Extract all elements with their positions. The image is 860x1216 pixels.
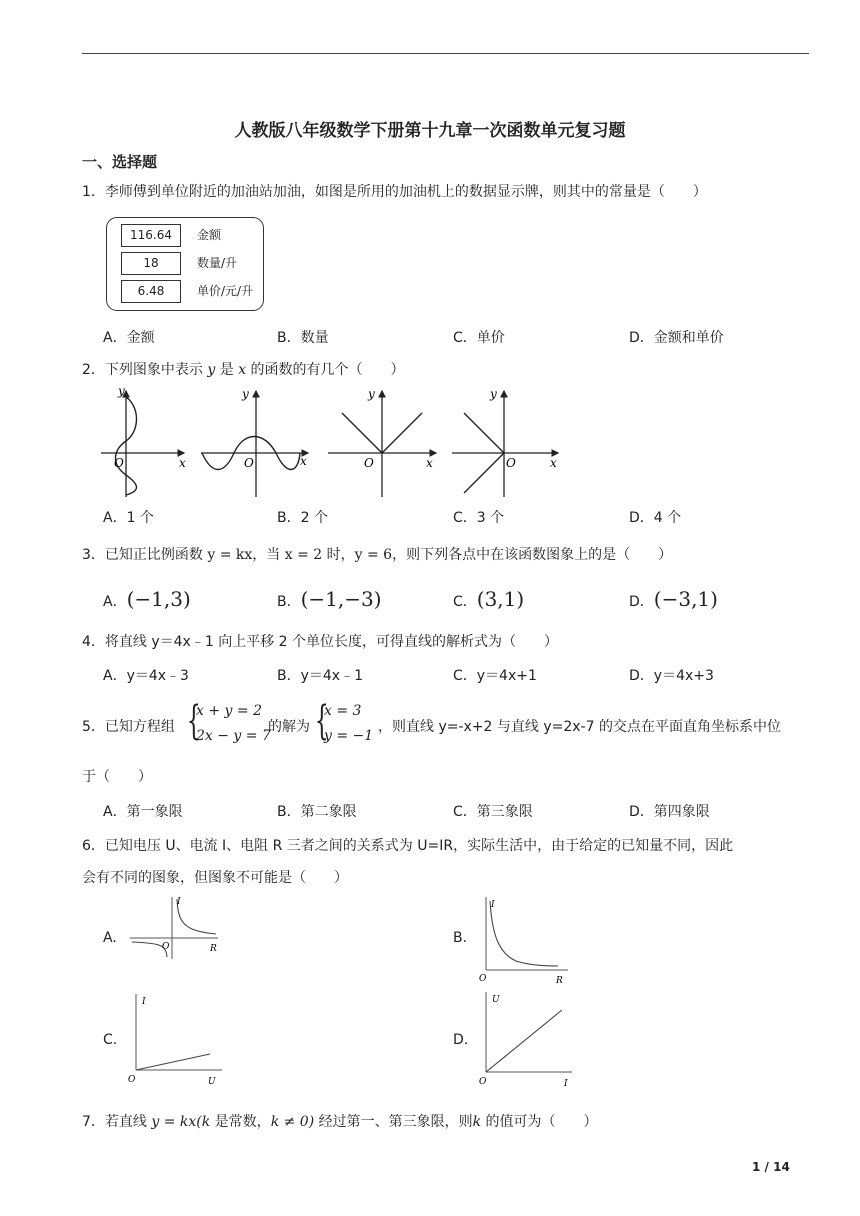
amount-value: 116.64 — [121, 224, 181, 247]
amount-label: 金额 — [197, 228, 222, 242]
q7-expr-2: k ≠ 0) — [270, 1114, 315, 1130]
q7-text-a: 7．若直线 — [82, 1114, 152, 1130]
q3-option-d — [629, 587, 718, 611]
q4-option-c: C．y＝4x+1 — [453, 668, 537, 684]
q6-c-y-label: I — [142, 997, 146, 1007]
q6-d-y-label: U — [492, 995, 500, 1005]
q6-b-origin: O — [479, 974, 487, 984]
q2-option-b: B．2 个 — [277, 510, 328, 526]
q7-expr-1: y = kx(k — [151, 1114, 211, 1130]
q3-option-a-label: A． — [103, 594, 127, 610]
q3-text-c: 时， — [322, 547, 355, 563]
q7-text-b: 是常数， — [210, 1114, 271, 1130]
page-number: 1 / 14 — [752, 1160, 790, 1174]
q2-g4-x-label: x — [550, 456, 557, 470]
q2-g1-origin: O — [114, 456, 124, 470]
q5-suffix: ，则直线 y=-x+2 与直线 y=2x-7 的交点在平面直角坐标系中位 — [378, 719, 781, 735]
q3-option-c-point: (3,1) — [476, 587, 525, 611]
q3-expr-1: y = kx — [207, 547, 253, 563]
q5-system-1-eq2: 2x − y = 7 — [196, 728, 271, 744]
q5-system-2-eq2: y = −1 — [324, 728, 374, 744]
q3-option-c — [453, 587, 524, 611]
q3-option-d-label: D． — [629, 594, 654, 610]
q3-option-d-point: (−3,1) — [653, 587, 718, 611]
q2-graph-2 — [201, 387, 308, 497]
q2-g4-y-label: y — [490, 387, 497, 401]
q5-system-2-eq1: x = 3 — [324, 703, 362, 719]
q2-graphs — [96, 385, 566, 500]
q3-expr-3: y = 6 — [354, 547, 393, 563]
q1-option-d: D．金额和单价 — [629, 330, 724, 346]
header-rule — [82, 53, 809, 54]
q1-option-b: B．数量 — [277, 330, 329, 346]
question-4-text: 4．将直线 y＝4x﹣1 向上平移 2 个单位长度，可得直线的解析式为（ ） — [82, 634, 558, 650]
q6-graph-a — [124, 893, 224, 961]
q4-option-d: D．y＝4x+3 — [629, 668, 714, 684]
question-6-line-1: 6．已知电压 U、电流 I、电阻 R 三者之间的关系式为 U=IR，实际生活中，由于给定的已知量不同，因此 — [82, 838, 734, 854]
q6-option-a-label: A. — [103, 930, 117, 946]
q2-option-c: C．3 个 — [453, 510, 505, 526]
q3-text-b: ，当 — [252, 547, 285, 563]
q2-option-a: A．1 个 — [103, 510, 154, 526]
q6-a-y-label: I — [177, 897, 181, 907]
q2-g1-x-label: x — [179, 456, 186, 470]
q2-var-x: x — [238, 362, 247, 378]
q6-a-x-label: R — [210, 944, 217, 954]
q3-option-b-point: (−1,−3) — [300, 587, 382, 611]
quantity-value: 18 — [121, 252, 181, 275]
q3-text-d: ，则下列各点中在该函数图象上的是（ ） — [392, 547, 673, 563]
fuel-display-panel — [106, 217, 264, 311]
q5-option-c: C．第三象限 — [453, 804, 533, 820]
q5-option-d: D．第四象限 — [629, 804, 710, 820]
q2-g2-y-label: y — [242, 387, 249, 401]
quantity-label: 数量/升 — [197, 256, 238, 270]
question-1-text: 1．李师傅到单位附近的加油站加油，如图是所用的加油机上的数据显示牌，则其中的常量是（ ） — [82, 184, 707, 200]
q4-option-a: A．y＝4x﹣3 — [103, 668, 189, 684]
q5-system-1-eq1: x + y = 2 — [196, 703, 262, 719]
q3-expr-2: x = 2 — [284, 547, 323, 563]
q7-expr-3: k — [472, 1114, 482, 1130]
question-7-text — [82, 1111, 598, 1131]
q6-d-origin: O — [479, 1077, 487, 1087]
q5-option-a: A．第一象限 — [103, 804, 183, 820]
q6-option-d-label: D. — [453, 1032, 469, 1048]
q5-option-b: B．第二象限 — [277, 804, 357, 820]
q5-system-2-brace: { — [314, 698, 329, 744]
q2-option-d: D．4 个 — [629, 510, 682, 526]
q6-graph-d — [476, 988, 576, 1088]
q7-text-d: 的值可为（ ） — [481, 1114, 598, 1130]
section-heading: 一、选择题 — [82, 153, 158, 171]
q6-b-y-label: I — [491, 900, 495, 910]
q3-option-a — [103, 587, 191, 611]
unit-price-label: 单价/元/升 — [197, 284, 254, 298]
q6-graph-b — [476, 893, 572, 985]
q3-option-b-label: B． — [277, 594, 301, 610]
q6-c-origin: O — [128, 1075, 136, 1085]
q6-b-x-label: R — [556, 976, 563, 985]
q7-text-c: 经过第一、第三象限，则 — [314, 1114, 473, 1130]
q2-g3-x-label: x — [426, 456, 433, 470]
q4-option-b: B．y＝4x﹣1 — [277, 668, 363, 684]
q2-g1-y-label: y — [118, 385, 125, 398]
q5-prefix: 5．已知方程组 — [82, 719, 175, 735]
q3-option-b — [277, 587, 382, 611]
q3-option-c-label: C． — [453, 594, 477, 610]
q6-option-c-label: C. — [103, 1032, 118, 1048]
page-title: 人教版八年级数学下册第十九章一次函数单元复习题 — [234, 121, 626, 141]
q2-graph-3 — [328, 387, 436, 497]
q6-c-x-label: U — [208, 1077, 216, 1086]
q5-mid: 的解为 — [268, 719, 310, 735]
q6-d-x-label: I — [564, 1079, 568, 1088]
question-2-text — [82, 359, 405, 379]
q2-text-a: 2．下列图象中表示 — [82, 362, 208, 378]
q2-g2-x-label: x — [300, 454, 307, 468]
q2-graph-4 — [452, 387, 558, 497]
q1-option-c: C．单价 — [453, 330, 505, 346]
q5-system-1-brace: { — [186, 698, 201, 744]
q2-graph-1 — [101, 385, 186, 497]
q2-g2-origin: O — [244, 456, 254, 470]
q2-text-b: 是 — [215, 362, 239, 378]
q5-line-2: 于（ ） — [82, 769, 152, 785]
q6-graph-c — [124, 990, 224, 1086]
q6-a-origin: O — [162, 942, 170, 952]
q2-g3-origin: O — [364, 456, 374, 470]
q2-g3-y-label: y — [368, 387, 375, 401]
question-3-text — [82, 544, 672, 564]
q1-option-a: A．金额 — [103, 330, 155, 346]
q2-text-c: 的函数的有几个（ ） — [246, 362, 405, 378]
q2-var-y: y — [207, 362, 216, 378]
question-6-line-2: 会有不同的图象，但图象不可能是（ ） — [82, 870, 348, 886]
q3-text-a: 3．已知正比例函数 — [82, 547, 208, 563]
q2-g4-origin: O — [506, 456, 516, 470]
q6-option-b-label: B. — [453, 930, 468, 946]
q3-option-a-point: (−1,3) — [126, 587, 191, 611]
unit-price-value: 6.48 — [121, 280, 181, 303]
